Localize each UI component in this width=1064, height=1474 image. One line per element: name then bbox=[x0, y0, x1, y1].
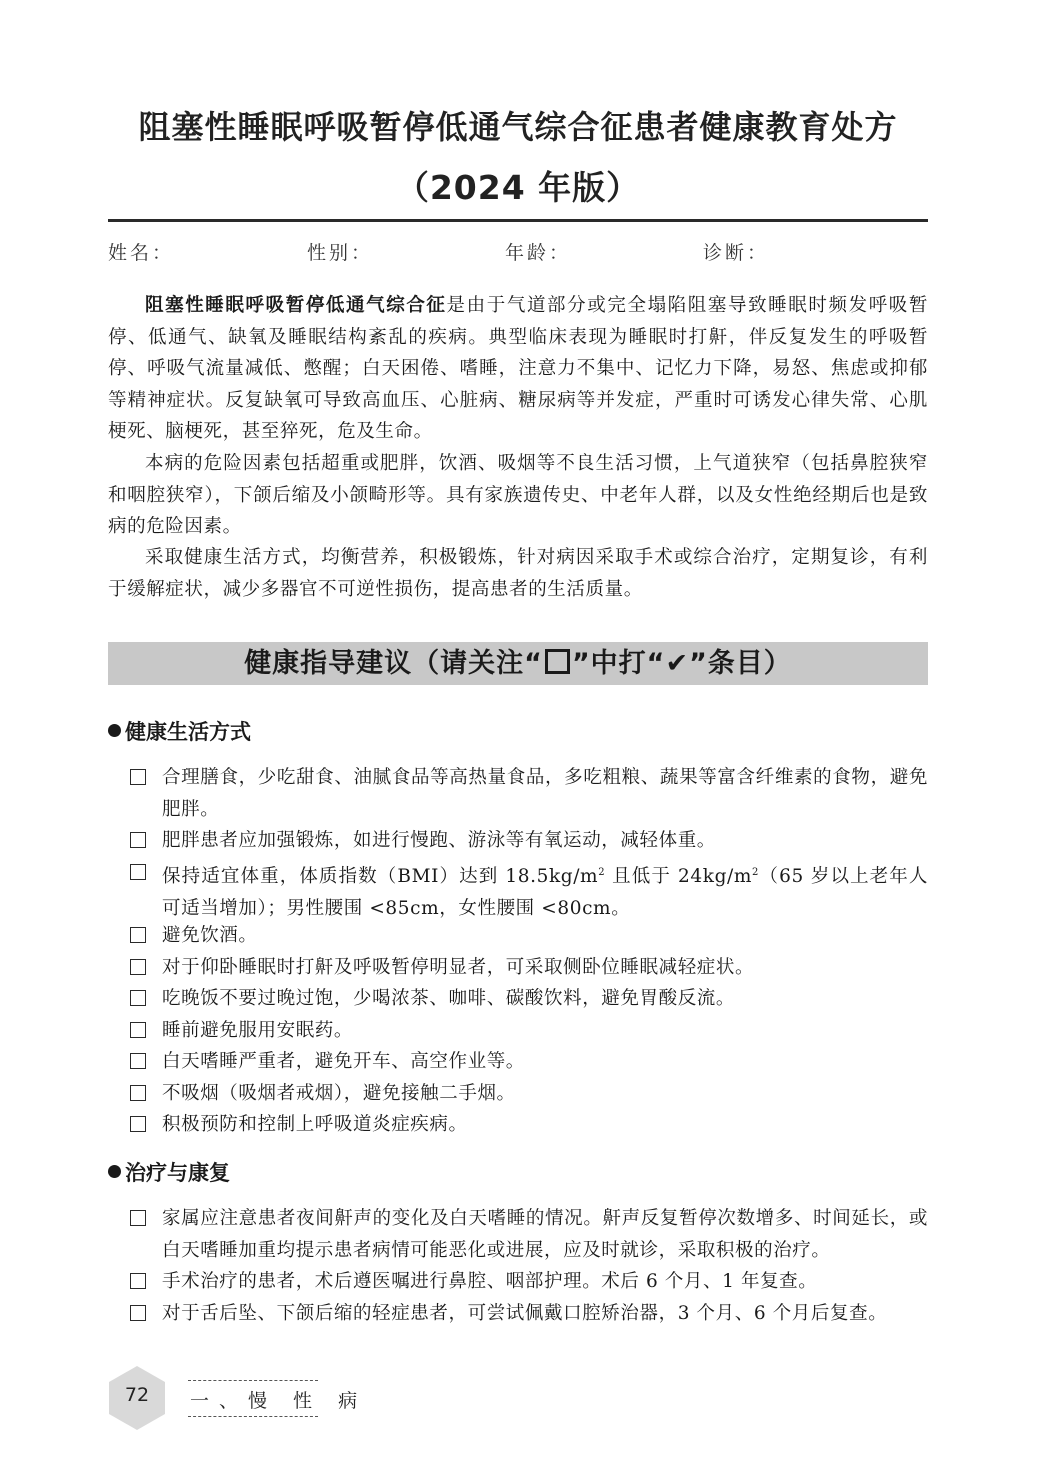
checkbox[interactable] bbox=[130, 1210, 146, 1226]
item-text: 对于仰卧睡眠时打鼾及呼吸暂停明显者，可采取侧卧位睡眠减轻症状。 bbox=[162, 957, 755, 978]
checkbox[interactable] bbox=[130, 864, 146, 880]
diagnosis-field-label: 诊断： bbox=[703, 242, 770, 264]
item-text: 手术治疗的患者，术后遵医嘱进行鼻腔、咽部护理。术后 6 个月、1 年复查。 bbox=[162, 1271, 818, 1292]
lifestyle-item-side-sleeping[interactable] bbox=[130, 952, 928, 984]
intro-paragraph-definition bbox=[108, 290, 928, 448]
checkbox[interactable] bbox=[130, 1085, 146, 1101]
chapter-label: 一、慢 性 病 bbox=[190, 1390, 368, 1412]
item-text: 吃晚饭不要过晚过饱，少喝浓茶、咖啡、碳酸饮料，避免胃酸反流。 bbox=[162, 988, 736, 1009]
disease-name-bold: 阻塞性睡眠呼吸暂停低通气综合征 bbox=[145, 295, 447, 316]
intro-paragraph-management: 采取健康生活方式，均衡营养，积极锻炼，针对病因采取手术或综合治疗，定期复诊，有利于缓解症状，减少多器官不可逆性损伤，提高患者的生活质量。 bbox=[108, 547, 928, 600]
page-number: 72 bbox=[124, 1384, 150, 1406]
item-text: 白天嗜睡严重者，避免开车、高空作业等。 bbox=[162, 1051, 525, 1072]
checkbox[interactable] bbox=[130, 927, 146, 943]
item-text: 避免饮酒。 bbox=[162, 925, 258, 946]
banner-checkbox-symbol bbox=[545, 649, 570, 674]
checkbox[interactable] bbox=[130, 959, 146, 975]
footer-divider-top bbox=[188, 1380, 318, 1381]
lifestyle-item-no-alcohol[interactable] bbox=[130, 920, 928, 952]
checkbox[interactable] bbox=[130, 769, 146, 785]
section-heading-lifestyle: 健康生活方式 bbox=[108, 716, 251, 746]
checkbox[interactable] bbox=[130, 1305, 146, 1321]
banner-text-2: ”中打“ bbox=[571, 648, 666, 679]
intro-definition-text: 是由于气道部分或完全塌陷阻塞导致睡眠时频发呼吸暂停、低通气、缺氧及睡眠结构紊乱的疾病。典型临床表现为睡眠时打鼾，伴反复发生的呼吸暂停、呼吸气流量减低、憋醒；白天困倦、嗜睡，注意力不集中、记忆力下降，易怒、焦虑或抑郁等精神症状。反复缺氧可导致高血压、心脏病、糖尿病等并发症，严重时可诱发心律失常、心肌梗死、脑梗死，甚至猝死，危及生命。 bbox=[108, 295, 928, 442]
footer-divider-bottom bbox=[188, 1416, 318, 1417]
lifestyle-item-no-sleeping-pills[interactable] bbox=[130, 1015, 928, 1047]
age-field-label: 年龄： bbox=[505, 242, 572, 264]
lifestyle-item-no-smoking[interactable] bbox=[130, 1078, 928, 1110]
intro-paragraph-risk-factors: 本病的危险因素包括超重或肥胖，饮酒、吸烟等不良生活习惯，上气道狭窄（包括鼻腔狭窄和咽腔狭窄），下颌后缩及小颌畸形等。具有家族遗传史、中老年人群，以及女性绝经期后也是致病的危险因素。 bbox=[108, 453, 928, 537]
banner-text-1: 健康指导建议（请关注“ bbox=[244, 648, 543, 679]
document-subtitle-year: （2024 年版） bbox=[395, 168, 641, 207]
sex-field-label: 性别： bbox=[307, 242, 374, 264]
item-text: 肥胖患者应加强锻炼，如进行慢跑、游泳等有氧运动，减轻体重。 bbox=[162, 830, 716, 851]
guidance-banner bbox=[108, 642, 928, 685]
checkmark-icon: ✔ bbox=[665, 648, 690, 679]
checkbox[interactable] bbox=[130, 832, 146, 848]
item-text: 不吸烟（吸烟者戒烟），避免接触二手烟。 bbox=[162, 1083, 516, 1104]
checkbox[interactable] bbox=[130, 1022, 146, 1038]
name-field-label: 姓名： bbox=[108, 242, 175, 264]
item-text: 保持适宜体重，体质指数（BMI）达到 $18.5kg/m^2$ 且低于 $24kg/m^2(65$ 岁以上老年人可适当增加）；男性腰围 <85cm，女性腰围 <80cm。 bbox=[162, 866, 929, 919]
treatment-item-oral-appliance[interactable] bbox=[130, 1298, 928, 1330]
document-title: 阻塞性睡眠呼吸暂停低通气综合征患者健康教育处方 bbox=[138, 108, 898, 146]
treatment-item-surgery[interactable] bbox=[130, 1266, 928, 1298]
title-divider bbox=[108, 219, 928, 222]
checkbox[interactable] bbox=[130, 1273, 146, 1289]
item-text: 睡前避免服用安眠药。 bbox=[162, 1020, 354, 1041]
item-text: 积极预防和控制上呼吸道炎症疾病。 bbox=[162, 1114, 468, 1135]
lifestyle-item-avoid-driving[interactable] bbox=[130, 1046, 928, 1078]
bullet-icon bbox=[108, 724, 121, 737]
section-heading-treatment: 治疗与康复 bbox=[108, 1157, 230, 1187]
item-text: 对于舌后坠、下颌后缩的轻症患者，可尝试佩戴口腔矫治器，3 个月、6 个月后复查。 bbox=[162, 1303, 888, 1324]
lifestyle-item-diet[interactable] bbox=[130, 762, 928, 825]
lifestyle-item-bmi[interactable] bbox=[130, 857, 928, 924]
item-text: 家属应注意患者夜间鼾声的变化及白天嗜睡的情况。鼾声反复暂停次数增多、时间延长，或白天嗜睡加重均提示患者病情可能恶化或进展，应及时就诊，采取积极的治疗。 bbox=[162, 1208, 928, 1261]
lifestyle-item-dinner[interactable] bbox=[130, 983, 928, 1015]
lifestyle-item-exercise[interactable] bbox=[130, 825, 928, 857]
checkbox[interactable] bbox=[130, 1053, 146, 1069]
checkbox[interactable] bbox=[130, 990, 146, 1006]
treatment-item-monitoring[interactable] bbox=[130, 1203, 928, 1266]
banner-text-3: ”条目） bbox=[689, 648, 792, 679]
bullet-icon bbox=[108, 1165, 121, 1178]
lifestyle-item-respiratory[interactable] bbox=[130, 1109, 928, 1141]
checkbox[interactable] bbox=[130, 1116, 146, 1132]
item-text: 合理膳食，少吃甜食、油腻食品等高热量食品，多吃粗粮、蔬果等富含纤维素的食物，避免肥胖。 bbox=[162, 767, 928, 820]
